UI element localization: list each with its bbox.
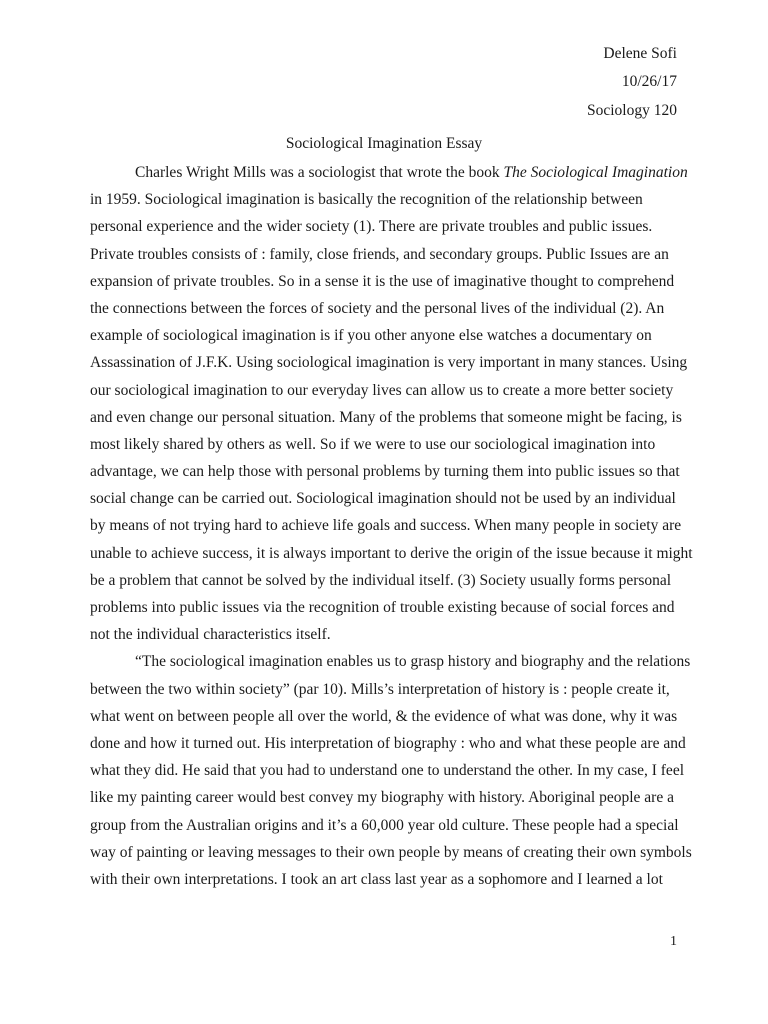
- text-line: [90, 322, 690, 349]
- text-line-content: be a problem that cannot be solved by the individual itself. (3) Society usually forms personal: [90, 571, 672, 589]
- text-line: [90, 648, 690, 675]
- text-line-content: example of sociological imagination is if you other anyone else watches a documentary on: [90, 327, 652, 345]
- course-name: Sociology 120: [587, 101, 677, 119]
- text-line: [90, 540, 693, 567]
- text-line-content: advantage, we can help those with personal problems by turning them into public issues so that: [90, 463, 680, 481]
- text-line-content: done and how it turned out. His interpretation of biography : who and what these people are and: [90, 734, 686, 752]
- essay-date: 10/26/17: [621, 73, 677, 91]
- text-line: [90, 186, 690, 213]
- header-block: [587, 40, 677, 125]
- text-line: [90, 757, 690, 784]
- text-line: [90, 839, 690, 866]
- author-name: Delene Sofi: [603, 45, 677, 62]
- text-line-content: personal experience and the wider society (1). There are private troubles and public issues.: [90, 218, 653, 236]
- text-line-content: not the individual characteristics itself.: [90, 626, 331, 644]
- text-line: [90, 404, 690, 431]
- text-line-content: Charles Wright Mills was a sociologist that wrote the book: [135, 164, 504, 181]
- text-line: [90, 213, 690, 240]
- text-line: [90, 512, 690, 539]
- text-line-content: expansion of private troubles. So in a sense it is the use of imaginative thought to comprehend: [90, 272, 675, 290]
- text-line-content: like my painting career would best convey my biography with history. Aboriginal people are a: [90, 789, 674, 807]
- text-line-content: by means of not trying hard to achieve life goals and success. When many people in society are: [90, 517, 682, 535]
- text-line-content: Assassination of J.F.K. Using sociological imagination is very important in many stances. Using: [90, 354, 688, 372]
- text-line: [90, 812, 690, 839]
- text-line: [90, 567, 690, 594]
- text-line-content: group from the Australian origins and it’s a 60,000 year old culture. These people had a special: [90, 816, 679, 834]
- text-line: [90, 349, 690, 376]
- text-line-content: in 1959. Sociological imagination is basically the recognition of the relationship between: [90, 191, 643, 209]
- text-line-content: and even change our personal situation. Many of the problems that someone might be facing, is: [90, 408, 682, 426]
- text-line-content: between the two within society” (par 10). Mills’s interpretation of history is : people create it,: [90, 680, 670, 698]
- essay-body: [90, 159, 693, 893]
- text-line: [90, 458, 690, 485]
- text-line-content: the connections between the forces of society and the personal lives of the individual (2). An: [90, 299, 665, 317]
- text-line: [90, 866, 690, 893]
- text-line-content: unable to achieve success, it is always important to derive the origin of the issue because it might: [90, 544, 693, 562]
- text-line: [90, 784, 690, 811]
- text-line: [90, 241, 690, 268]
- text-line: [90, 295, 690, 322]
- text-line: [90, 431, 690, 458]
- text-line-content: “The sociological imagination enables us to grasp history and biography and the relations: [135, 653, 691, 671]
- text-line: [90, 730, 690, 757]
- text-line: [90, 676, 690, 703]
- text-line: [90, 377, 690, 404]
- text-line-content: with their own interpretations. I took an art class last year as a sophomore and I learned a lot: [90, 870, 663, 888]
- text-line: [90, 485, 690, 512]
- text-line-content: Private troubles consists of : family, close friends, and secondary groups. Public Issues are an: [90, 245, 669, 263]
- essay-title: Sociological Imagination Essay: [285, 135, 483, 152]
- text-line: [90, 268, 690, 295]
- text-line: [90, 621, 690, 648]
- text-line: [90, 594, 690, 621]
- text-line-content: way of painting or leaving messages to their own people by means of creating their own symbols: [90, 843, 692, 861]
- text-line: [90, 159, 690, 186]
- text-line-content: our sociological imagination to our everyday lives can allow us to create a more better society: [90, 381, 674, 399]
- text-line: [90, 703, 690, 730]
- page-number: 1: [670, 934, 677, 949]
- text-line-content: social change can be carried out. Sociological imagination should not be used by an individual: [90, 490, 676, 508]
- text-line-content: problems into public issues via the recognition of trouble existing because of social forces and: [90, 599, 675, 616]
- text-line-content: most likely shared by others as well. So if we were to use our sociological imagination into: [90, 435, 656, 453]
- text-line-content: what went on between people all over the world, & the evidence of what was done, why it was: [90, 707, 678, 725]
- book-title-italic: The Sociological Imagination: [503, 164, 688, 181]
- text-line-content: what they did. He said that you had to understand one to understand the other. In my case, I feel: [90, 762, 685, 780]
